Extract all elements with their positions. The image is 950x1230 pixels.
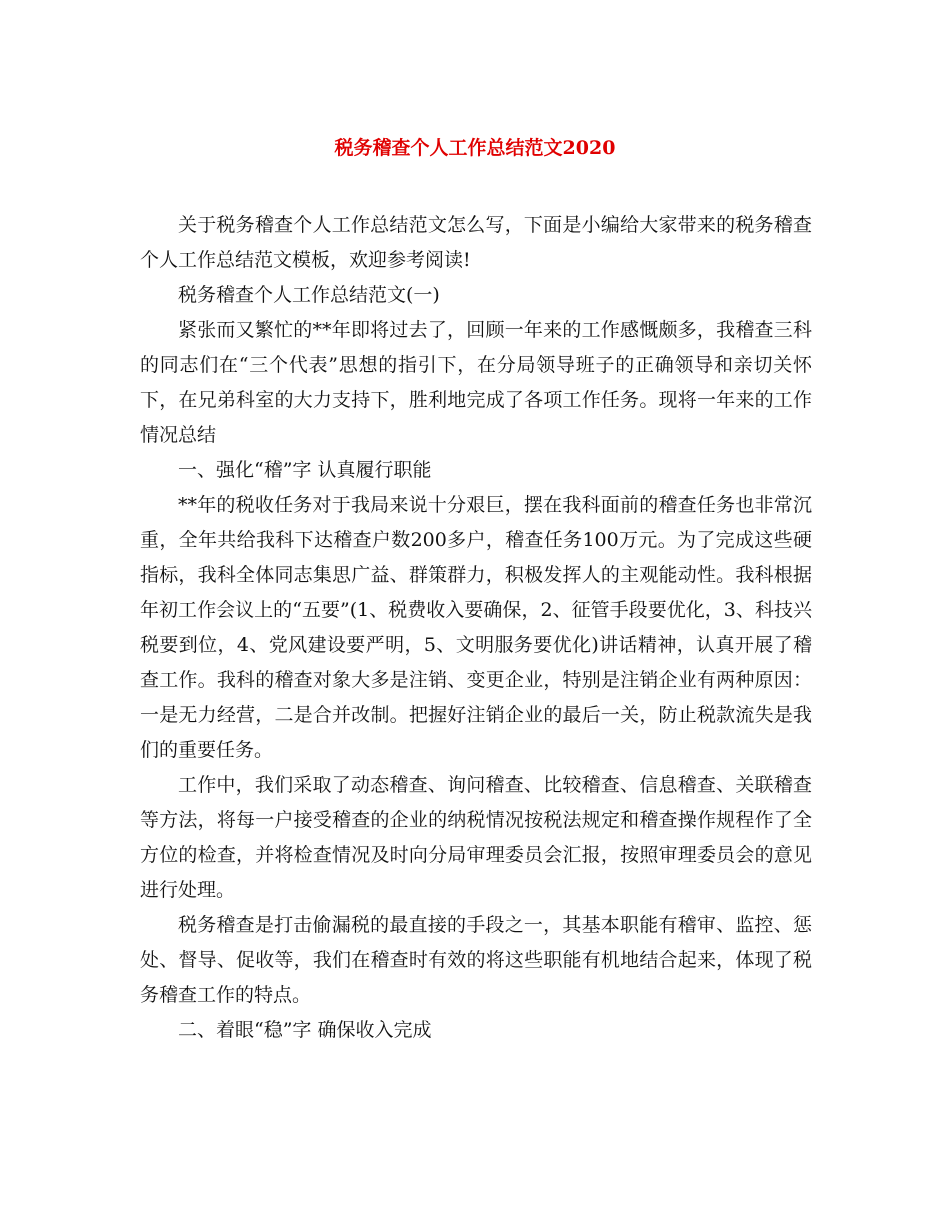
body-paragraph: 工作中，我们采取了动态稽查、询问稽查、比较稽查、信息稽查、关联稽查等方法，将每一户接受稽查的企业的纳税情况按税法规定和稽查操作规程作了全方位的检查，并将检查情况及时向分局审理委员会汇报，按照审理委员会的意见进行处理。 — [140, 774, 812, 901]
section-subtitle: 税务稽查个人工作总结范文(一) — [178, 284, 440, 306]
intro-paragraph: 关于税务稽查个人工作总结范文怎么写，下面是小编给大家带来的税务稽查个人工作总结范文模板，欢迎参考阅读! — [140, 214, 812, 271]
body-paragraph: 紧张而又繁忙的**年即将过去了，回顾一年来的工作感慨颇多，我稽查三科的同志们在“三个代表”思想的指引下，在分局领导班子的正确领导和亲切关怀下，在兄弟科室的大力支持下，胜利地完成了各项工作任务。现将一年来的工作情况总结 — [140, 319, 812, 446]
section-heading-2: 二、着眼“稳”字 确保收入完成 — [178, 1019, 432, 1041]
section-heading-1: 一、强化“稽”字 认真履行职能 — [178, 459, 432, 481]
body-paragraph: 税务稽查是打击偷漏税的最直接的手段之一，其基本职能有稽审、监控、惩处、督导、促收等，我们在稽查时有效的将这些职能有机地结合起来，体现了税务稽查工作的特点。 — [140, 914, 812, 1006]
document-body — [140, 208, 812, 1048]
document-title: 税务稽查个人工作总结范文2020 — [334, 137, 616, 159]
body-paragraph: **年的税收任务对于我局来说十分艰巨，摆在我科面前的稽查任务也非常沉重，全年共给我科下达稽查户数200多户，稽查任务100万元。为了完成这些硬指标，我科全体同志集思广益、群策群力，积极发挥人的主观能动性。我科根据年初工作会议上的“五要”(1、税费收入要确保，2、征管手段要优化，3、科技兴税要到位，4、党风建设要严明，5、文明服务要优化)讲话精神，认真开展了稽查工作。我科的稽查对象大多是注销、变更企业，特别是注销企业有两种原因：一是无力经营，二是合并改制。把握好注销企业的最后一关，防止税款流失是我们的重要任务。 — [140, 494, 812, 761]
